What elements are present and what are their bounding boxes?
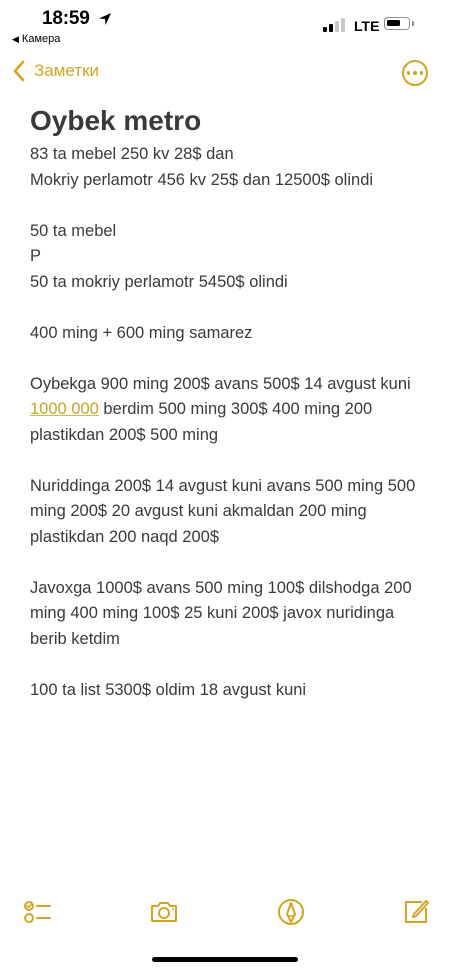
location-arrow-icon [97, 11, 113, 27]
phone-number-link[interactable]: 1000 000 [30, 400, 99, 418]
camera-icon [148, 896, 180, 928]
network-type: LTE [354, 18, 380, 34]
back-button[interactable] [12, 60, 99, 82]
back-button-label: Заметки [34, 61, 100, 80]
note-paragraph: Nuriddinga 200$ 14 avgust kuni avans 500 ming 500 ming 200$ 20 avgust kuni akmaldan 200 ming plastikdan 200 naqd 200$ [30, 476, 416, 546]
checklist-icon [21, 896, 53, 928]
status-time: 18:59 [42, 8, 90, 29]
note-paragraph: Javoxga 1000$ avans 500 ming 100$ dilshodga 200 ming 400 ming 100$ 25 kuni 200$ javox nuridinga berib ketdim [30, 578, 412, 648]
note-line: 83 ta mebel 250 kv 28$ dan [30, 145, 234, 163]
back-to-app-link[interactable] [12, 33, 60, 45]
checklist-button[interactable] [21, 896, 53, 928]
note-body[interactable] [30, 104, 430, 703]
bottom-toolbar [0, 896, 450, 936]
ellipsis-icon [407, 71, 410, 74]
note-line: 50 ta mokriy perlamotr 5450$ olindi [30, 272, 288, 291]
cellular-signal-icon [323, 18, 347, 32]
status-bar [0, 0, 450, 52]
chevron-left-icon [12, 60, 26, 82]
note-line: 50 ta mebel [30, 221, 117, 240]
more-options-button[interactable] [402, 60, 428, 86]
compose-icon [400, 896, 432, 928]
battery-icon [384, 17, 410, 30]
note-paragraph [30, 372, 430, 449]
camera-button[interactable] [148, 896, 180, 928]
note-line: P [30, 247, 42, 265]
note-text: berdim 500 ming 300$ 400 ming 200 plastikdan 200$ 500 ming [30, 400, 373, 444]
note-line: 100 ta list 5300$ oldim 18 avgust kuni [30, 680, 307, 699]
markup-button[interactable] [275, 896, 307, 928]
back-app-label: Камера [21, 33, 61, 45]
markup-pen-icon [275, 896, 307, 928]
note-line: 400 ming + 600 ming samarez [30, 323, 253, 342]
note-title[interactable]: Oybek metro [30, 105, 202, 136]
note-text: Oybekga 900 ming 200$ avans 500$ 14 avgust kuni [30, 374, 411, 393]
back-triangle-icon: ◀ [12, 34, 19, 44]
note-line: Mokriy perlamotr 456 kv 25$ dan 12500$ olindi [30, 170, 374, 189]
home-indicator[interactable] [152, 957, 298, 962]
nav-bar [0, 52, 450, 96]
compose-button[interactable] [400, 896, 432, 928]
